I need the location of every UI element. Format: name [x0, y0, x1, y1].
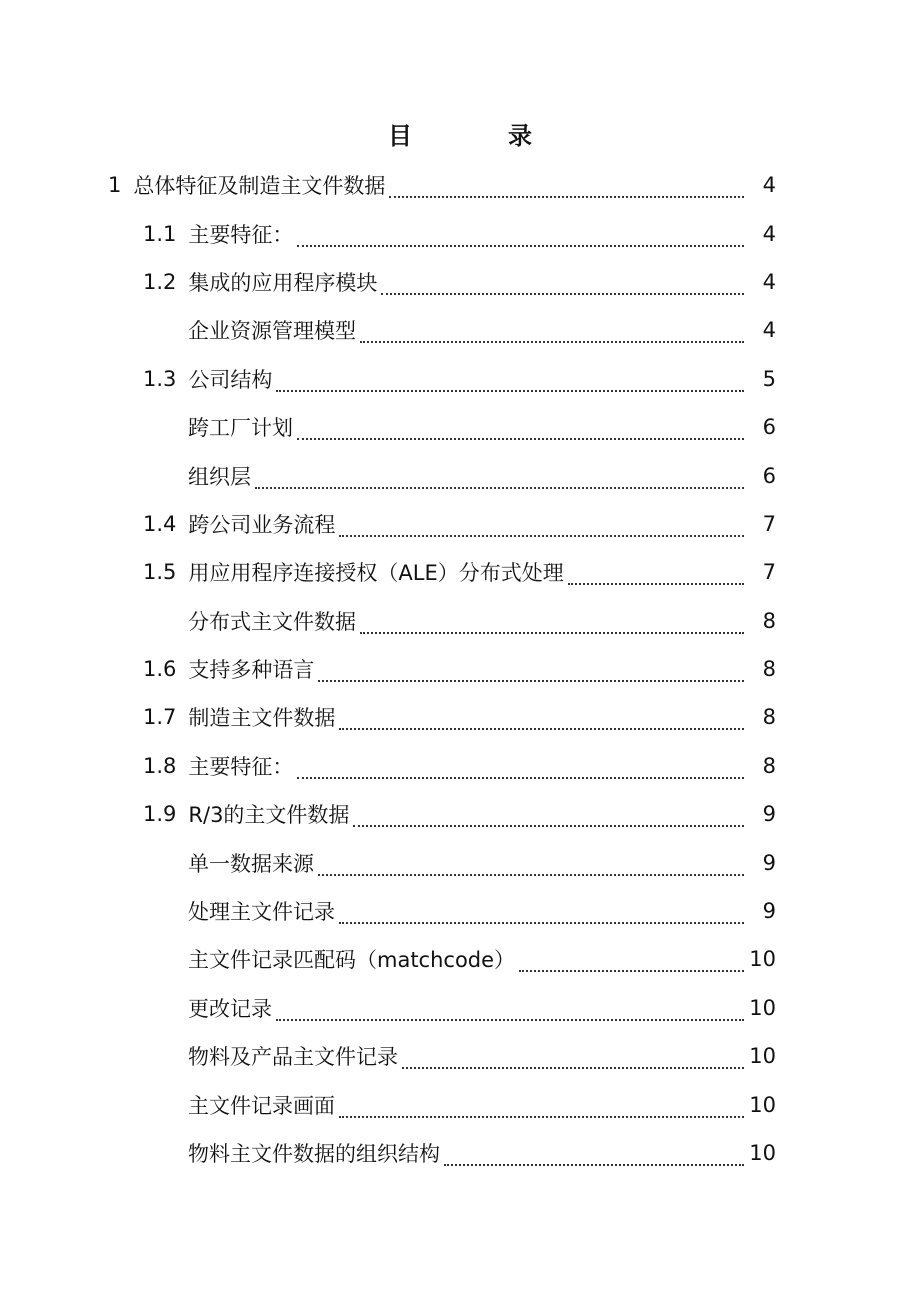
toc-dot-leader	[568, 583, 744, 585]
toc-entry-text: 分布式主文件数据	[188, 609, 356, 634]
toc-entry[interactable]	[0, 597, 920, 645]
toc-entry-text: 主文件记录画面	[188, 1093, 335, 1118]
toc-dot-leader	[297, 245, 744, 247]
toc-dot-leader	[297, 777, 744, 779]
toc-entry-text: 支持多种语言	[188, 658, 315, 683]
toc-entry[interactable]	[0, 693, 920, 741]
toc-dot-leader	[339, 1116, 744, 1118]
toc-entry-text: 公司结构	[188, 367, 273, 392]
toc-entry-number: 1.7	[143, 705, 177, 730]
toc-entry-page-number: 10	[749, 947, 776, 972]
toc-entry-text: 处理主文件记录	[188, 900, 335, 925]
toc-entry[interactable]	[0, 306, 920, 354]
toc-dot-leader	[519, 970, 744, 972]
toc-entry[interactable]	[0, 887, 920, 935]
toc-entry-text: 主要特征：	[188, 754, 294, 779]
toc-entry[interactable]	[0, 645, 920, 693]
toc-entry-page-number: 9	[762, 850, 776, 875]
toc-title-part1: 目	[388, 122, 412, 150]
toc-entry-page-number: 8	[762, 753, 776, 778]
toc-entry-page-number: 7	[762, 560, 776, 585]
toc-entry[interactable]	[0, 1032, 920, 1080]
toc-entry-number: 1.6	[143, 657, 177, 682]
toc-entry-page-number: 10	[749, 1044, 776, 1069]
toc-dot-leader	[444, 1164, 744, 1166]
toc-entry[interactable]	[0, 451, 920, 499]
toc-entry-text: 企业资源管理模型	[188, 319, 356, 344]
toc-entry[interactable]	[0, 1080, 920, 1128]
toc-entry-page-number: 9	[762, 802, 776, 827]
toc-entry-page-number: 8	[762, 657, 776, 682]
toc-entry[interactable]	[0, 790, 920, 838]
toc-list	[0, 161, 920, 1177]
toc-entry[interactable]	[0, 548, 920, 596]
toc-entry-text: 更改记录	[188, 996, 272, 1021]
toc-entry-page-number: 7	[762, 511, 776, 536]
toc-entry-number: 1.3	[143, 366, 177, 391]
toc-entry-text: 跨公司业务流程	[188, 512, 336, 537]
toc-entry-number: 1.8	[143, 753, 177, 778]
toc-entry[interactable]	[0, 935, 920, 983]
toc-entry[interactable]	[0, 1129, 920, 1177]
toc-entry-page-number: 8	[762, 705, 776, 730]
toc-entry-text: 总体特征及制造主文件数据	[133, 174, 386, 199]
toc-dot-leader	[389, 196, 744, 198]
toc-entry-text: 主文件记录匹配码（matchcode）	[188, 948, 516, 973]
toc-dot-leader	[402, 1067, 744, 1069]
toc-entry-text: R/3的主文件数据	[188, 803, 350, 828]
toc-entry-page-number: 4	[762, 173, 776, 198]
toc-dot-leader	[339, 535, 744, 537]
toc-dot-leader	[353, 825, 744, 827]
toc-entry[interactable]	[0, 355, 920, 403]
toc-entry[interactable]	[0, 209, 920, 257]
toc-title	[0, 116, 920, 151]
toc-entry-text: 物料主文件数据的组织结构	[188, 1142, 440, 1166]
toc-entry[interactable]	[0, 838, 920, 886]
toc-entry-text: 跨工厂计划	[188, 416, 293, 441]
toc-entry-page-number: 6	[762, 463, 776, 488]
toc-entry-text: 用应用程序连接授权（ALE）分布式处理	[188, 561, 564, 586]
toc-entry-text: 组织层	[188, 464, 251, 489]
toc-entry-page-number: 4	[762, 318, 776, 343]
toc-title-part2: 录	[508, 122, 532, 150]
toc-dot-leader	[339, 728, 744, 730]
toc-entry-number: 1.5	[143, 560, 177, 585]
toc-entry-text: 单一数据来源	[188, 851, 314, 876]
toc-dot-leader	[255, 487, 744, 489]
toc-entry[interactable]	[0, 984, 920, 1032]
toc-dot-leader	[360, 632, 744, 634]
toc-entry-text: 制造主文件数据	[188, 706, 336, 731]
toc-dot-leader	[381, 293, 744, 295]
toc-entry-page-number: 10	[749, 995, 776, 1020]
toc-entry[interactable]	[0, 161, 920, 209]
toc-dot-leader	[318, 874, 744, 876]
toc-entry-number: 1.2	[143, 269, 177, 294]
toc-entry[interactable]	[0, 500, 920, 548]
toc-entry[interactable]	[0, 742, 920, 790]
toc-entry-page-number: 4	[762, 221, 776, 246]
toc-entry-text: 集成的应用程序模块	[188, 270, 378, 295]
toc-dot-leader	[276, 1019, 744, 1021]
toc-entry-page-number: 10	[749, 1141, 776, 1165]
toc-entry-number: 1	[108, 173, 122, 198]
toc-dot-leader	[297, 438, 744, 440]
toc-entry[interactable]	[0, 403, 920, 451]
toc-entry-number: 1.9	[143, 802, 177, 827]
toc-entry-number: 1.1	[143, 221, 177, 246]
toc-entry-page-number: 9	[762, 899, 776, 924]
toc-entry-text: 物料及产品主文件记录	[188, 1045, 398, 1070]
toc-entry-text: 主要特征：	[188, 222, 294, 247]
toc-entry-page-number: 8	[762, 608, 776, 633]
toc-entry-number: 1.4	[143, 511, 177, 536]
toc-entry-page-number: 4	[762, 269, 776, 294]
toc-dot-leader	[318, 680, 744, 682]
toc-entry-page-number: 5	[762, 366, 776, 391]
toc-entry-page-number: 6	[762, 415, 776, 440]
toc-dot-leader	[360, 341, 744, 343]
toc-dot-leader	[339, 922, 744, 924]
toc-dot-leader	[276, 390, 744, 392]
toc-entry[interactable]	[0, 258, 920, 306]
toc-entry-page-number: 10	[749, 1092, 776, 1117]
